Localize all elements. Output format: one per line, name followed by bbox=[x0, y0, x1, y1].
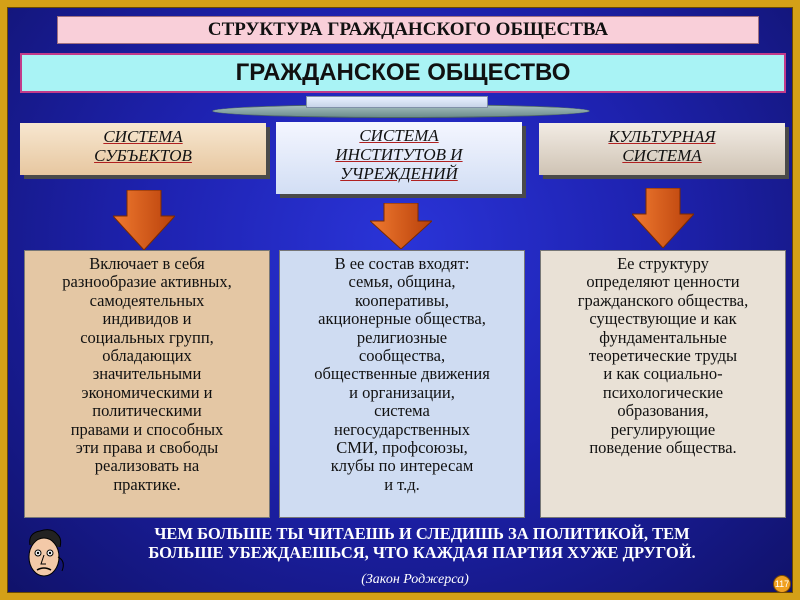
description-line: СМИ, профсоюзы, bbox=[336, 438, 468, 458]
description-line: разнообразие активных, bbox=[62, 272, 232, 292]
system-institutions-header bbox=[276, 122, 522, 194]
description-line: поведение общества. bbox=[589, 438, 737, 458]
description-line: негосударственных bbox=[333, 419, 470, 439]
description-line: религиозные bbox=[356, 327, 448, 347]
description-line: общественные движения bbox=[314, 364, 490, 384]
down-arrow-icon bbox=[370, 203, 432, 249]
slide-title: СТРУКТУРА ГРАЖДАНСКОГО ОБЩЕСТВА bbox=[57, 16, 759, 44]
description-line: образования, bbox=[617, 401, 709, 421]
description-line: и как социально- bbox=[603, 364, 723, 384]
description-line: обладающих bbox=[102, 346, 192, 366]
description-line: существующие и как bbox=[589, 309, 737, 329]
description-line: система bbox=[374, 401, 430, 421]
system-header-line: СУБЪЕКТОВ bbox=[94, 146, 192, 165]
connector-stem bbox=[306, 96, 488, 108]
quote-text bbox=[82, 524, 762, 562]
description-line: эти права и свободы bbox=[75, 438, 219, 458]
down-arrow-icon bbox=[632, 188, 694, 248]
description-line: экономическими и bbox=[81, 382, 213, 402]
description-line: политическими bbox=[92, 401, 202, 421]
description-line: индивидов и bbox=[102, 309, 192, 329]
description-line: акционерные общества, bbox=[318, 309, 486, 329]
description-line: социальных групп, bbox=[80, 327, 214, 347]
description-line: В ее состав входят: bbox=[334, 254, 470, 273]
system-header-line: ИНСТИТУТОВ И bbox=[335, 145, 463, 164]
description-line: семья, община, bbox=[348, 272, 456, 292]
system-subjects-header bbox=[20, 123, 266, 175]
system-header-line: СИСТЕМА bbox=[622, 146, 702, 165]
description-line: психологические bbox=[602, 382, 724, 402]
description-line: клубы по интересам bbox=[330, 456, 474, 476]
system-subjects-description bbox=[24, 250, 270, 518]
quote-line: БОЛЬШЕ УБЕЖДАЕШЬСЯ, ЧТО КАЖДАЯ ПАРТИЯ ХУЖЕ ДРУГОЙ. bbox=[148, 543, 696, 562]
description-line: теоретические труды bbox=[588, 346, 738, 366]
description-line: регулирующие bbox=[610, 419, 716, 439]
system-header-line: СИСТЕМА bbox=[103, 127, 183, 146]
description-line: кооперативы, bbox=[354, 290, 450, 310]
quote-author: (Закон Роджерса) bbox=[361, 572, 469, 587]
description-line: практике. bbox=[113, 474, 181, 494]
description-line: самодеятельных bbox=[89, 290, 205, 310]
system-header-line: УЧРЕЖДЕНИЙ bbox=[340, 164, 458, 183]
main-concept-banner: ГРАЖДАНСКОЕ ОБЩЕСТВО bbox=[20, 53, 786, 93]
description-line: правами и способных bbox=[70, 419, 224, 439]
description-line: Включает в себя bbox=[89, 254, 205, 273]
system-culture-header bbox=[539, 123, 785, 175]
system-header-line: КУЛЬТУРНАЯ bbox=[608, 127, 716, 146]
quote-line: ЧЕМ БОЛЬШЕ ТЫ ЧИТАЕШЬ И СЛЕДИШЬ ЗА ПОЛИТИКОЙ, ТЕМ bbox=[154, 524, 690, 543]
description-line: определяют ценности bbox=[586, 272, 740, 292]
description-line: гражданского общества, bbox=[577, 290, 749, 310]
system-header-line: СИСТЕМА bbox=[359, 126, 439, 145]
system-institutions-description bbox=[279, 250, 525, 518]
system-culture-description bbox=[540, 250, 786, 518]
cartoon-face-icon bbox=[22, 527, 68, 581]
description-line: сообщества, bbox=[358, 346, 446, 366]
page-number-badge: 117 bbox=[773, 575, 791, 593]
down-arrow-icon bbox=[113, 190, 175, 250]
description-line: и т.д. bbox=[384, 474, 420, 494]
description-line: и организации, bbox=[349, 382, 455, 402]
description-line: значительными bbox=[92, 364, 202, 384]
description-line: фундаментальные bbox=[599, 327, 727, 347]
description-line: Ее структуру bbox=[617, 254, 709, 273]
description-line: реализовать на bbox=[94, 456, 200, 476]
